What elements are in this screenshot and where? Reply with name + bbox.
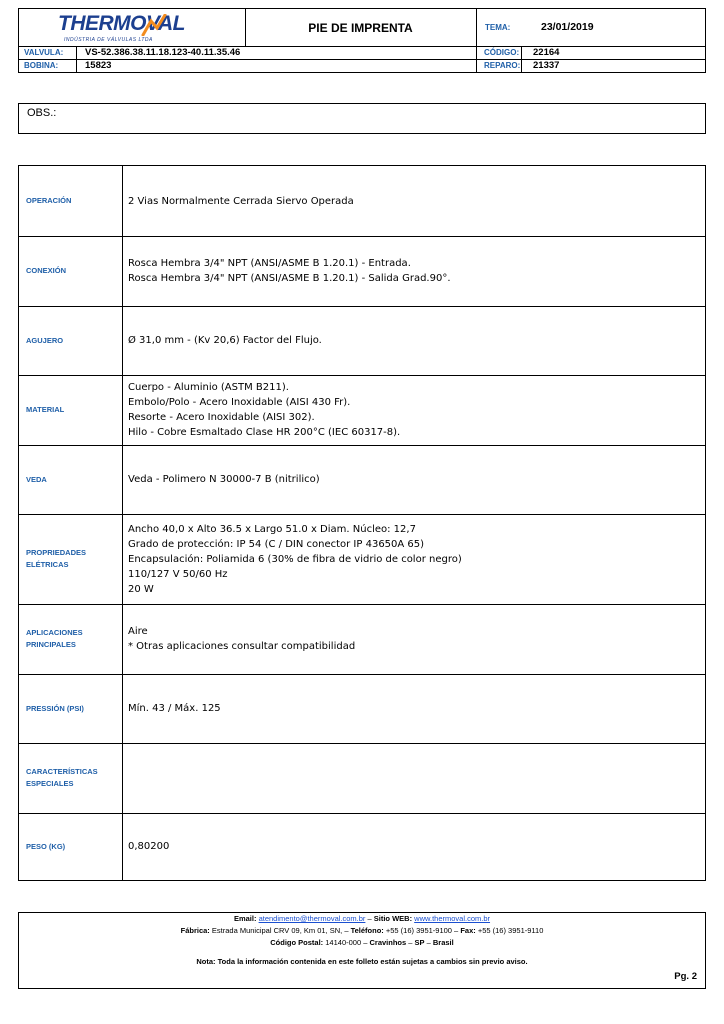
spec-label: AGUJERO — [26, 335, 64, 345]
company-logo — [58, 12, 213, 46]
tema-value: 23/01/2019 — [541, 21, 594, 33]
city: Cravinhos — [369, 938, 407, 947]
telefono-label: Teléfono: — [350, 926, 384, 935]
spec-label: CONEXIÓN — [26, 266, 67, 275]
spec-label — [26, 627, 83, 651]
spec-label: VEDA — [26, 474, 47, 484]
bobina-label: BOBINA: — [24, 61, 59, 70]
postal-value: 14140-000 — [325, 938, 362, 947]
spec-label-line: PRINCIPALES — [26, 640, 76, 649]
spec-label: PRESSIÓN (PSI) — [26, 703, 84, 713]
spec-label-line: ESPECIALES — [26, 779, 74, 788]
spec-value-line: Rosca Hembra 3/4" NPT (ANSI/ASME B 1.20.1) - Salida Grad.90°. — [128, 273, 451, 284]
footer-postal-line: Código Postal: 14140-000 – Cravinhos – SP – Brasil — [270, 938, 454, 947]
spec-label — [26, 547, 86, 571]
spec-label: OPERACIÓN — [26, 196, 72, 205]
logo-subtitle: INDÚSTRIA DE VÁLVULAS LTDA — [64, 37, 153, 43]
spec-value-line: 20 W — [128, 583, 154, 595]
spec-value-line: Ø 31,0 mm - (Kv 20,6) Factor del Flujo. — [128, 335, 322, 346]
spec-row-presion — [19, 674, 705, 744]
spec-label-line: PROPRIEDADES — [26, 548, 87, 557]
spec-value-line: 2 Vias Normalmente Cerrada Siervo Operada — [128, 195, 354, 207]
page-number: Pg. 2 — [674, 971, 697, 982]
spec-row-peso — [19, 813, 705, 880]
spec-value-line: 0,80200 — [128, 841, 170, 852]
doc-title: PIE DE IMPRENTA — [308, 20, 413, 35]
spec-value-line: Mín. 43 / Máx. 125 — [128, 703, 221, 714]
spec-value-line: Ancho 40,0 x Alto 36.5 x Largo 51.0 x Diam. Núcleo: 12,7 — [128, 523, 416, 535]
web-label: Sitio WEB: — [373, 914, 413, 923]
fax-label: Fax: — [460, 926, 476, 935]
spec-row-aplicaciones — [19, 604, 705, 675]
fabrica-label: Fábrica: — [180, 926, 210, 935]
spec-value-line: Cuerpo - Aluminio (ASTM B211). — [128, 382, 289, 393]
email-label: Email: — [233, 914, 257, 923]
spec-row-conexion — [19, 236, 705, 307]
spec-row-caracteristicas — [19, 743, 705, 814]
spec-value-line: Grado de protección: IP 54 (C / DIN conector IP 43650A 65) — [128, 538, 425, 550]
spec-row-propiedades-electricas — [19, 514, 705, 605]
spec-row-operacion — [19, 166, 705, 237]
reparo-label: REPARO: — [484, 61, 521, 70]
spec-label-line: CARACTERÍSTICAS — [26, 767, 98, 776]
spec-label: MATERIAL — [26, 405, 65, 414]
tema-label: TEMA: — [485, 23, 511, 32]
valvula-label: VALVULA: — [24, 48, 64, 57]
footer — [18, 912, 706, 989]
spec-row-veda — [19, 445, 705, 515]
footer-address-line: Fábrica: Estrada Municipal CRV 09, Km 01, SN, – Teléfono: +55 (16) 3951-9100 – Fax: +55 (16) 3951-9110 — [180, 926, 544, 935]
note-text: Nota: Toda la información contenida en este folleto están sujetas a cambios sin previo aviso. — [196, 957, 528, 966]
specifications-table — [18, 165, 706, 881]
valve-logo-icon — [140, 14, 168, 36]
fax-value: +55 (16) 3951-9110 — [477, 926, 544, 935]
footer-contact-line: Email: atendimento@thermoval.com.br – Sitio WEB: www.thermoval.com.br — [233, 914, 491, 923]
obs-label: OBS.: — [27, 107, 57, 119]
spec-value-line: Rosca Hembra 3/4" NPT (ANSI/ASME B 1.20.1) - Entrada. — [128, 258, 411, 269]
state: SP — [414, 938, 425, 947]
spec-value-line: Aire — [128, 626, 148, 637]
spec-value-line: Embolo/Polo - Acero Inoxidable (AISI 430 Fr). — [128, 397, 351, 408]
footer-note — [19, 957, 705, 966]
spec-value-line: 110/127 V 50/60 Hz — [128, 568, 228, 580]
observations-box — [18, 103, 706, 134]
fabrica-value: Estrada Municipal CRV 09, Km 01, SN, — [211, 926, 343, 935]
spec-label: PESO (KG) — [26, 841, 66, 851]
spec-value-line: Encapsulación: Poliamida 6 (30% de fibra de vidrio de color negro) — [128, 553, 462, 565]
spec-label — [26, 766, 98, 790]
postal-label: Código Postal: — [270, 938, 324, 947]
spec-row-agujero — [19, 306, 705, 376]
reparo-value: 21337 — [533, 60, 560, 71]
country: Brasil — [432, 938, 454, 947]
spec-value-line: Resorte - Acero Inoxidable (AISI 302). — [128, 412, 315, 423]
codigo-value: 22164 — [533, 47, 560, 58]
logo-text: THERMOVAL — [58, 12, 185, 35]
codigo-label: CÓDIGO: — [484, 48, 520, 57]
spec-value-line: * Otras aplicaciones consultar compatibilidad — [128, 641, 356, 652]
telefono-value: +55 (16) 3951-9100 — [385, 926, 452, 935]
valvula-value: VS-52.386.38.11.18.123-40.11.35.46 — [85, 47, 241, 58]
spec-row-material — [19, 375, 705, 446]
email-link[interactable]: atendimento@thermoval.com.br — [258, 914, 366, 923]
spec-label-line: APLICACIONES — [26, 628, 83, 637]
spec-value-line: Veda - Polimero N 30000-7 B (nitrilico) — [128, 474, 320, 485]
website-link[interactable]: www.thermoval.com.br — [414, 914, 491, 923]
spec-value-line: Hilo - Cobre Esmaltado Clase HR 200°C (IEC 60317-8). — [128, 427, 401, 438]
bobina-value: 15823 — [85, 60, 112, 71]
spec-label-line: ELÉTRICAS — [26, 560, 69, 569]
